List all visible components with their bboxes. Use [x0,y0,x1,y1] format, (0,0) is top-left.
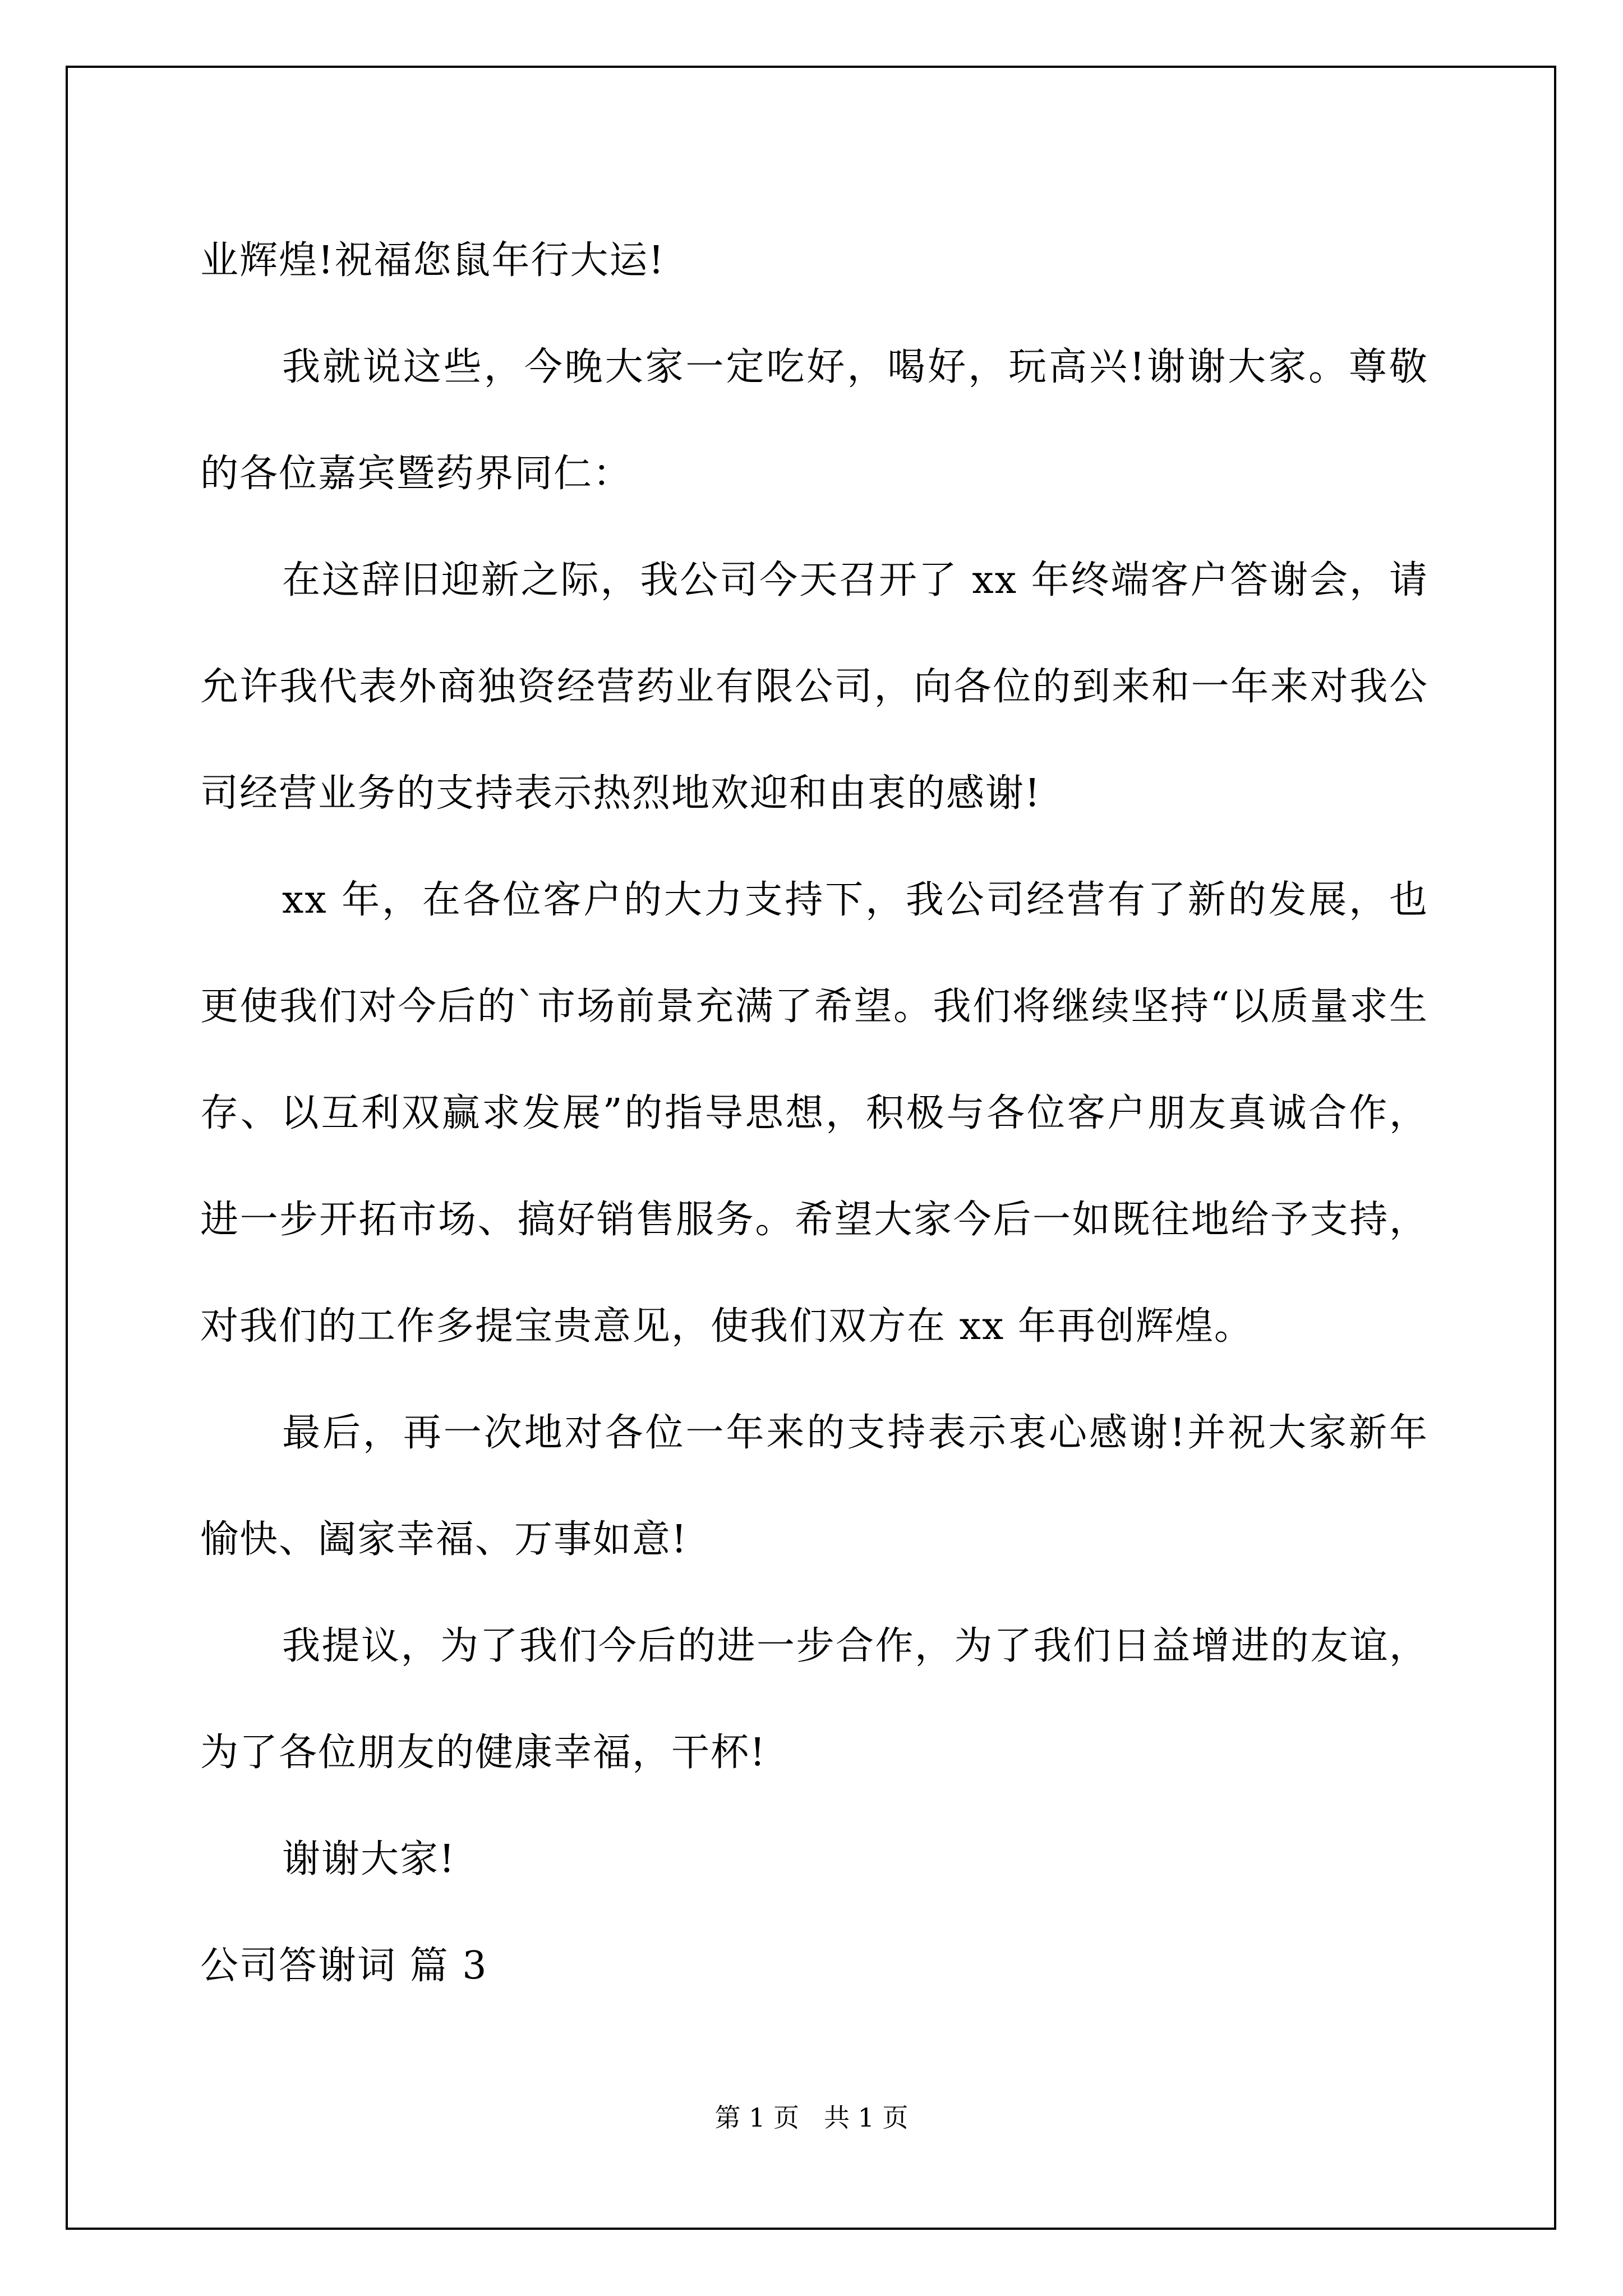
page-footer [0,2101,1623,2134]
paragraph-4: xx 年，在各位客户的大力支持下，我公司经营有了新的发展，也更使我们对今后的`市场前景充满了希望。我们将继续坚持“以质量求生存、以互利双赢求发展”的指导思想，积极与各位客户朋友真诚合作，进一步开拓市场、搞好销售服务。希望大家今后一如既往地给予支持，对我们的工作多提宝贵意见，使我们双方在 xx 年再创辉煌。 [200,878,1428,1349]
paragraph-2: 我就说这些，今晚大家一定吃好，喝好，玩高兴!谢谢大家。尊敬的各位嘉宾暨药界同仁： [200,345,1428,496]
paragraph-1: 业辉煌!祝福您鼠年行大运! [200,238,665,283]
paragraph-5: 最后，再一次地对各位一年来的支持表示衷心感谢!并祝大家新年愉快、阖家幸福、万事如意! [200,1411,1428,1562]
paragraph-3: 在这辞旧迎新之际，我公司今天召开了 xx 年终端客户答谢会，请允许我代表外商独资经营药业有限公司，向各位的到来和一年来对我公司经营业务的支持表示热烈地欢迎和由衷的感谢! [200,558,1428,816]
section-heading: 公司答谢词 篇 3 [200,1944,488,1988]
paragraph-6: 我提议，为了我们今后的进一步合作，为了我们日益增进的友谊，为了各位朋友的健康幸福，干杯! [200,1624,1428,1775]
document-body [200,208,1428,2019]
page-total: 共 1 页 [824,2102,909,2133]
paragraph-7: 谢谢大家! [282,1837,456,1881]
page-number: 第 1 页 [714,2102,799,2133]
